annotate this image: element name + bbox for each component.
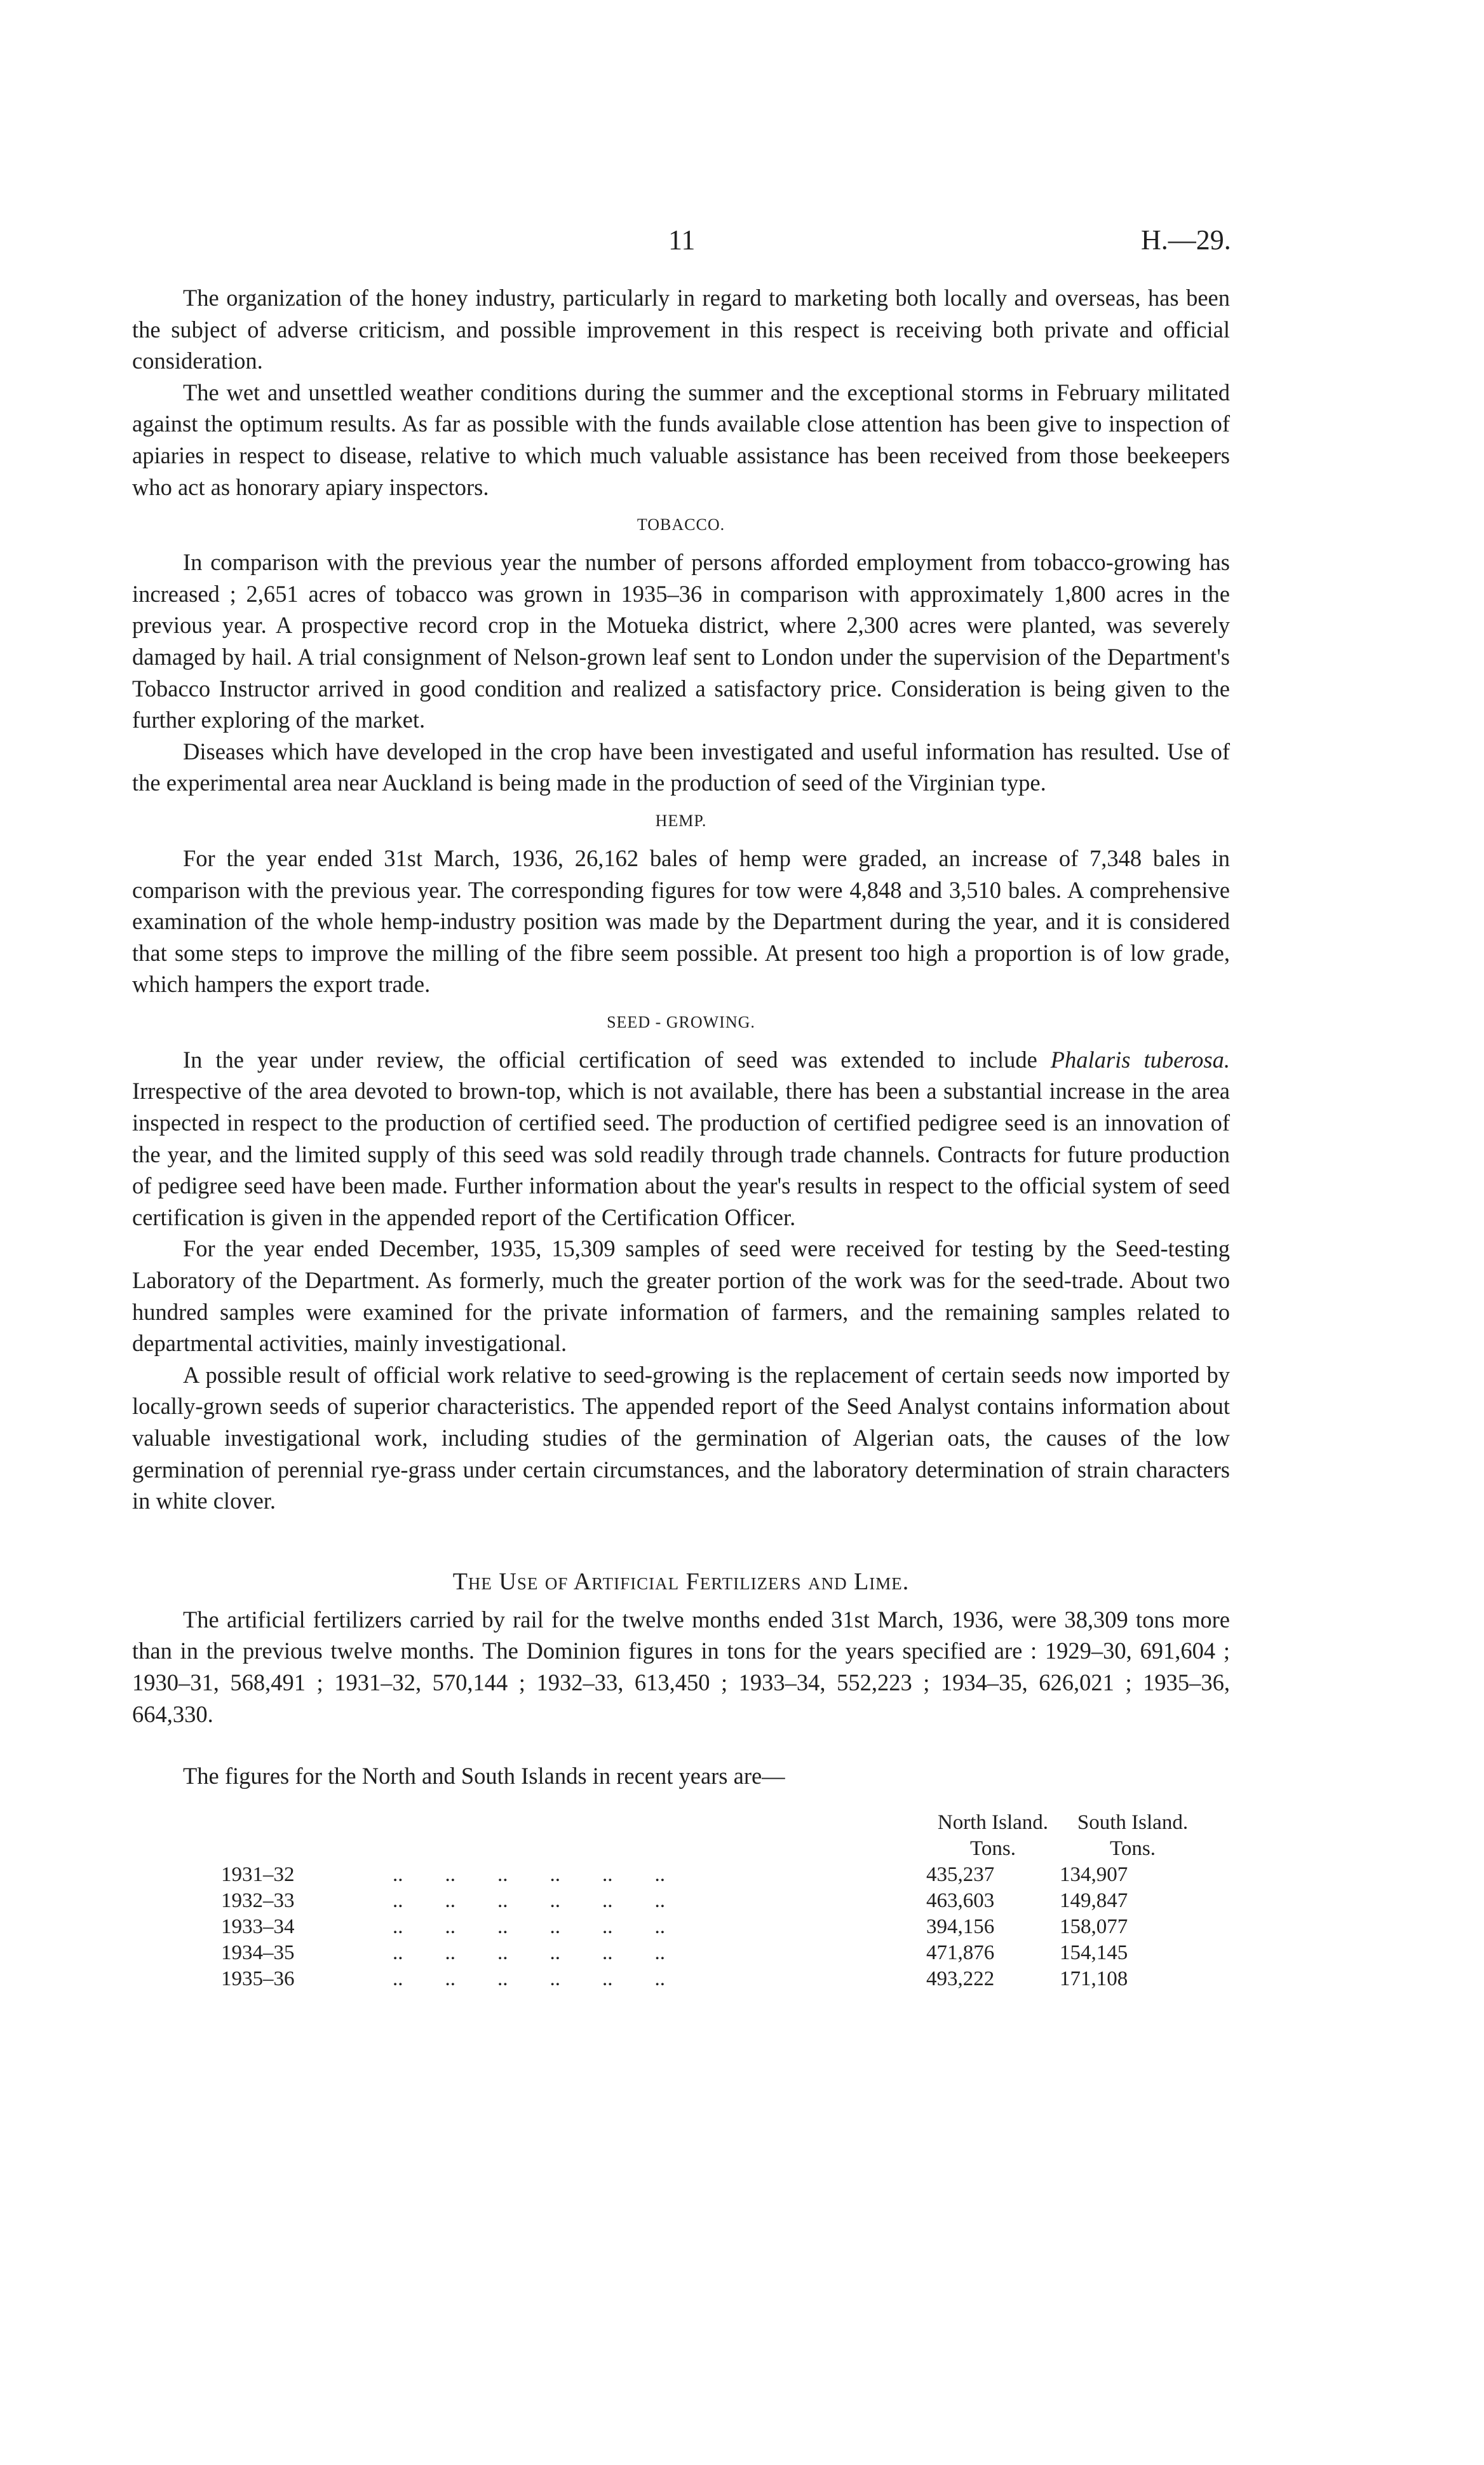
north-island-value: 471,876 [926,1941,995,1964]
table-units-row [132,1836,1206,1862]
seed-paragraph-1-start: In the year under review, the official certification of seed was extended to include [183,1046,1051,1073]
table-row [132,1862,1206,1888]
year-cell: 1934–35 [221,1941,295,1964]
seed-paragraph-1-rest: Irrespective of the area devoted to brown-top, which is not available, there has been a substantial increase in the area inspected in respect to the production of certified seed. The production of certified pedigree seed is an innovation of the year, and the limited supply of this seed was sold readily through trade channels. Contracts for future production of pedigree seed have been made. Further information about the year's results in respect to the official system of seed certification is given in the appended report of the Certification Officer. [132,1078,1230,1230]
fertilizer-figures-table [132,1810,1206,1992]
north-island-value: 463,603 [926,1889,995,1912]
north-island-unit: Tons. [970,1837,1016,1860]
hemp-paragraph-1: For the year ended 31st March, 1936, 26,162 bales of hemp were graded, an increase of 7,348 bales in comparison with the previous year. The corresponding figures for tow were 4,848 and 3,510 bales. A comprehensive examination of the whole hemp-industry position was made by the Department during the year, and it is considered that some steps to improve the milling of the fibre seem possible. At present too high a proportion is of low grade, which hampers the export trade. [132,845,1230,998]
north-island-value: 493,222 [926,1967,995,1990]
page-number: 11 [668,224,696,255]
table-row [132,1888,1206,1914]
tobacco-paragraph-2: Diseases which have developed in the crop have been investigated and useful information has resulted. Use of the experimental area near Auckland is being made in the production of seed of the Virginian type. [132,738,1230,796]
south-island-value: 158,077 [1060,1915,1128,1938]
table-header-row [132,1810,1206,1836]
tobacco-heading: TOBACCO. [637,515,725,534]
north-island-column-header: North Island. [937,1810,1049,1834]
honey-paragraph-1: The organization of the honey industry, particularly in regard to marketing both locally and overseas, has been the subject of adverse criticism, and possible improvement in this respect is receiving both private and official consideration. [132,285,1230,374]
year-cell: 1933–34 [221,1915,295,1938]
south-island-value: 149,847 [1060,1889,1128,1912]
seed-paragraph-2: For the year ended December, 1935, 15,309 samples of seed were received for testing by the Seed-testing Laboratory of the Department. As formerly, much the greater portion of the work was for the seed-trade. About two hundred samples were examined for the private information of farmers, and the remaining samples related to departmental activities, mainly investigational. [132,1235,1230,1357]
phalaris-species-name: Phalaris tuberosa. [1050,1046,1230,1073]
year-cell: 1935–36 [221,1967,295,1990]
table-row [132,1966,1206,1992]
year-cell: 1931–32 [221,1863,295,1886]
document-body [132,282,1230,1992]
dot-leader: .. .. .. .. .. .. [393,1967,665,1990]
south-island-unit: Tons. [1110,1837,1156,1860]
dot-leader: .. .. .. .. .. .. [393,1889,665,1912]
table-row [132,1940,1206,1966]
north-island-value: 435,237 [926,1863,995,1886]
dot-leader: .. .. .. .. .. .. [393,1941,665,1964]
seed-paragraph-1 [132,1044,1230,1233]
hemp-heading: HEMP. [655,811,707,830]
seed-growing-heading: SEED - GROWING. [607,1012,755,1031]
south-island-value: 171,108 [1060,1967,1128,1990]
tobacco-paragraph-1: In comparison with the previous year the number of persons afforded employment from tobacco-growing has increased ; 2,651 acres of tobacco was grown in 1935–36 in comparison with approximately 1,800 acres in the previous year. A prospective record crop in the Motueka district, where 2,300 acres were planted, was severely damaged by hail. A trial consignment of Nelson-grown leaf sent to London under the supervision of the Department's Tobacco Instructor arrived in good condition and realized a satisfactory price. Consideration is being given to the further exploring of the market. [132,549,1230,733]
dot-leader: .. .. .. .. .. .. [393,1915,665,1938]
north-island-value: 394,156 [926,1915,995,1938]
seed-paragraph-3: A possible result of official work relative to seed-growing is the replacement of certain seeds now imported by locally-grown seeds of superior characteristics. The appended report of the Seed Analyst contains information about valuable investigational work, including studies of the germination of Algerian oats, the causes of the low germination of perennial rye-grass under certain circumstances, and the laboratory determination of strain characters in white clover. [132,1361,1230,1514]
south-island-value: 134,907 [1060,1863,1128,1886]
south-island-value: 154,145 [1060,1941,1128,1964]
table-row [132,1914,1206,1940]
report-reference: H.—29. [1141,224,1231,255]
year-cell: 1932–33 [221,1889,295,1912]
fertilizers-table-intro: The figures for the North and South Islands in recent years are— [183,1763,785,1789]
dot-leader: .. .. .. .. .. .. [393,1863,665,1886]
fertilizers-heading: The Use of Artificial Fertilizers and Lime. [452,1568,910,1595]
south-island-column-header: South Island. [1077,1810,1189,1834]
honey-paragraph-2: The wet and unsettled weather conditions during the summer and the exceptional storms in February militated against the optimum results. As far as possible with the funds available close attention has been give to inspection of apiaries in respect to disease, relative to which much valuable assistance has been received from those beekeepers who act as honorary apiary inspectors. [132,379,1230,500]
fertilizers-paragraph-1: The artificial fertilizers carried by rail for the twelve months ended 31st March, 1936, were 38,309 tons more than in the previous twelve months. The Dominion figures in tons for the years specified are : 1929–30, 691,604 ; 1930–31, 568,491 ; 1931–32, 570,144 ; 1932–33, 613,450 ; 1933–34, 552,223 ; 1934–35, 626,021 ; 1935–36, 664,330. [132,1606,1230,1727]
